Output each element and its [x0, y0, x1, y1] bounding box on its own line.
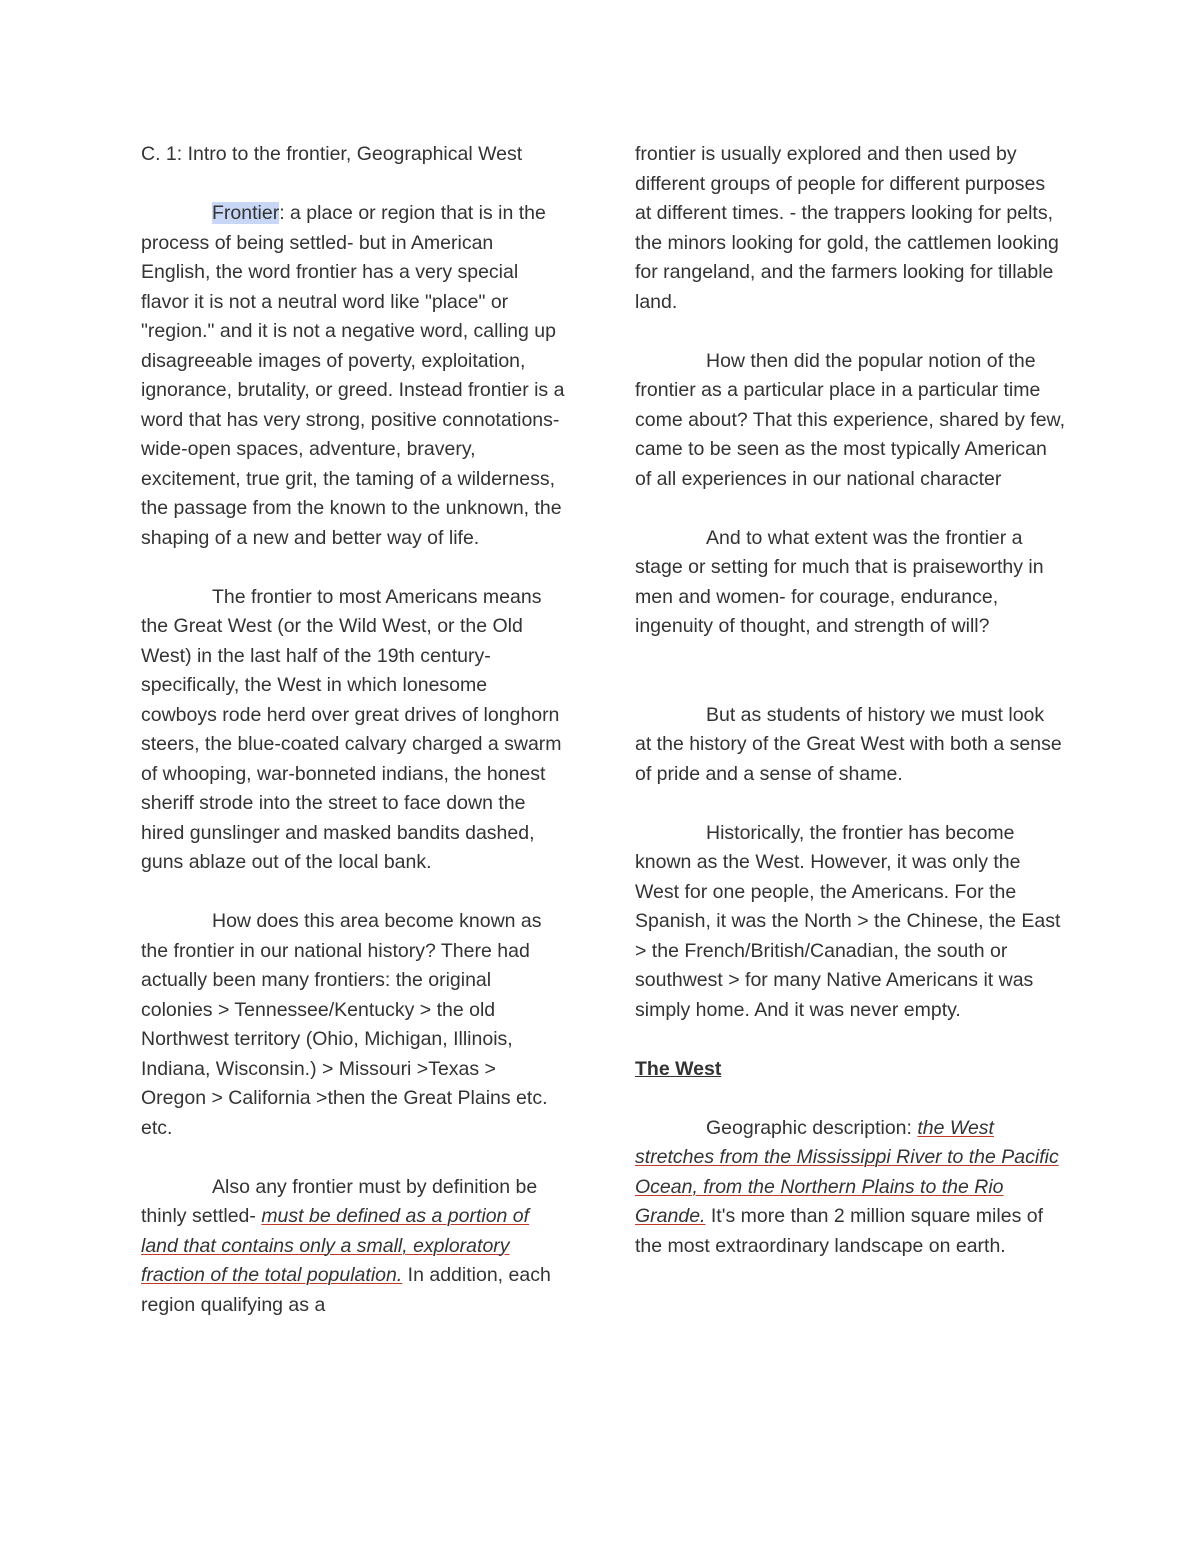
frontier-definition-paragraph	[141, 199, 566, 553]
continued-paragraph: frontier is usually explored and then used by different groups of people for different purposes at different times. - the trappers looking for pelts, the minors looking for gold, the cattlemen looking for rangeland, and the farmers looking for tillable land.	[635, 143, 1059, 313]
emphasized-description: the West stretches from the Mississippi River to the Pacific Ocean, from the Northern Plains to the Rio Grande.	[635, 1116, 1059, 1227]
section-heading-text: The West	[635, 1057, 722, 1080]
geographic-description-paragraph	[635, 1114, 1065, 1262]
spacer	[635, 494, 1065, 524]
stage-paragraph: And to what extent was the frontier a stage or setting for much that is praiseworthy in men and women- for courage, endurance, ingenuity of thought, and strength of will?	[635, 526, 1044, 637]
spacer	[141, 553, 566, 583]
document-title: C. 1: Intro to the frontier, Geographical West	[141, 143, 523, 165]
great-west-paragraph: The frontier to most Americans means the Great West (or the Wild West, or the Old West) in the last half of the 19th century- specifically, the West in which lonesome cowboys rode herd over great drives of longhorn steers, the blue-coated calvary charged a swarm of whooping, war-bonneted indians, the honest sheriff strode into the street to face down the hired gunslinger and masked bandits dashed, guns ablaze out of the local bank.	[141, 585, 562, 873]
spacer	[635, 317, 1065, 347]
paragraph-start: Also any frontier must by definition be thinly settled-	[141, 1175, 538, 1227]
highlighted-term: Frontier	[212, 202, 280, 224]
spacer	[635, 1084, 1065, 1114]
spacer	[635, 789, 1065, 819]
spacer	[635, 642, 1065, 701]
definition-text: : a place or region that is in the process of being settled- but in American English, the word frontier has a very special flavor it is not a neutral word like "place" or "region." and it is not a negative word, calling up disagreeable images of poverty, exploitation, ignorance, brutality, or greed. Instead frontier is a word that has very strong, positive connotations- wide-open spaces, adventure, bravery, excitement, true grit, the taming of a wilderness, the passage from the known to the unknown, the shaping of a new and better way of life.	[141, 202, 565, 549]
many-frontiers-paragraph: How does this area become known as the frontier in our national history? There had actually been many frontiers: the original colonies > Tennessee/Kentucky > the old Northwest territory (Ohio, Michigan, Illinois, Indiana, Wisconsin.) > Missouri >Texas > Oregon > California >then the Great Plains etc. etc.	[141, 910, 548, 1139]
popular-notion-paragraph: How then did the popular notion of the frontier as a particular place in a particular time come about? That this experience, shared by few, came to be seen as the most typically American of all experiences in our national character	[635, 349, 1065, 490]
thinly-settled-paragraph	[141, 1173, 566, 1321]
right-column	[635, 140, 1065, 1261]
paragraph-start: Geographic description:	[706, 1116, 918, 1139]
section-heading	[635, 1055, 1065, 1085]
spacer	[141, 878, 566, 908]
spacer	[141, 170, 566, 200]
emphasized-definition: must be defined as a portion of land that contains only a small, exploratory fraction of the total population.	[141, 1205, 530, 1286]
left-column	[141, 140, 566, 1320]
spacer	[635, 1025, 1065, 1055]
spacer	[141, 1143, 566, 1173]
students-paragraph: But as students of history we must look at the history of the Great West with both a sense of pride and a sense of shame.	[635, 703, 1062, 785]
paragraph-end: In addition, each region qualifying as a	[141, 1264, 551, 1316]
paragraph-end: It's more than 2 million square miles of the most extraordinary landscape on earth.	[635, 1205, 1043, 1257]
historically-paragraph: Historically, the frontier has become known as the West. However, it was only the West for one people, the Americans. For the Spanish, it was the North > the Chinese, the East > the French/British/Canadian, the south or southwest > for many Native Americans it was simply home. And it was never empty.	[635, 821, 1061, 1021]
